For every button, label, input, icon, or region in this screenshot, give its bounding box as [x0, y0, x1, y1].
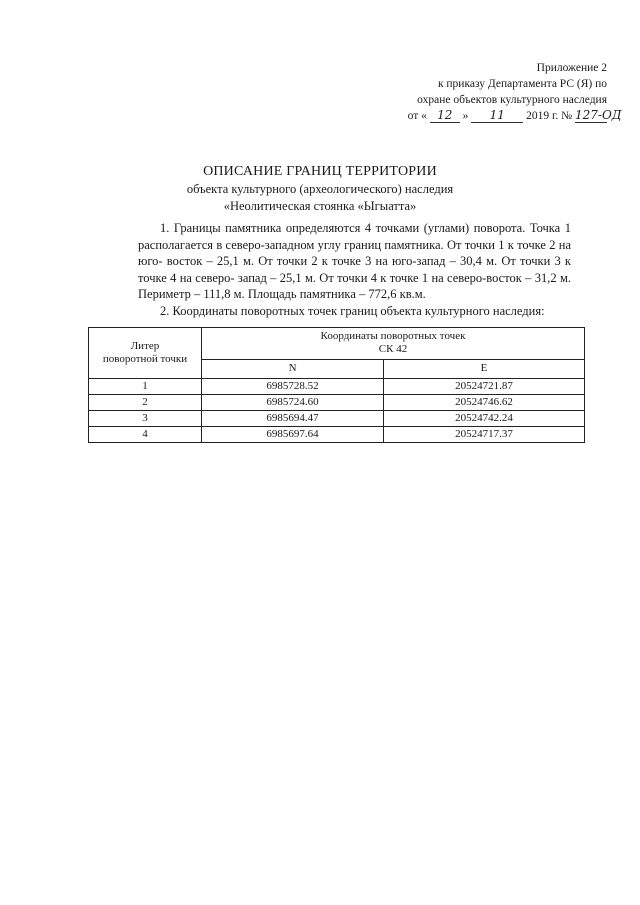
header-coordinates — [202, 328, 585, 360]
order-number-handwritten: 127-ОД — [575, 108, 622, 122]
header-coordinates-line2: СК 42 — [378, 343, 408, 356]
date-mid: » — [462, 110, 469, 122]
document-title — [0, 163, 640, 215]
header-liter-line1: Литер — [130, 340, 160, 352]
coordinate-n: 6985724.60 — [202, 395, 384, 411]
title-object-type: объекта культурного (археологического) наследия — [186, 182, 454, 196]
boundary-description-paragraph: 1. Границы памятника определяются 4 точками (углами) поворота. Точка 1 располагается в северо-западном углу границ памятника. От точки 1 к точке 2 на юго- восток – 25,1 м. От точки 2 к точке 3 на юго-запад – 30,4 м. От точки 3 к точке 4 на северо- запад – 25,1 м. От точки 4 к точке 1 на северо-восток – 31,2 м. Периметр – 111,8 м. Площадь памятника – 772,6 кв.м. — [138, 221, 571, 301]
coordinate-e: 20524721.87 — [384, 379, 585, 395]
table-row — [89, 411, 585, 427]
order-reference-line: к приказу Департамента РС (Я) по — [437, 78, 607, 90]
appendix-label: Приложение 2 — [536, 62, 607, 74]
department-line: охране объектов культурного наследия — [417, 94, 607, 106]
coordinates-intro-paragraph: 2. Координаты поворотных точек границ объекта культурного наследия: — [160, 303, 545, 318]
header-liter — [89, 328, 202, 379]
table-header-row — [89, 328, 585, 360]
date-prefix: от « — [407, 110, 427, 122]
title-main: ОПИСАНИЕ ГРАНИЦ ТЕРРИТОРИИ — [203, 164, 437, 179]
date-month-handwritten: 11 — [471, 109, 523, 123]
title-object-name: «Неолитическая стоянка «Ыгыатта» — [223, 199, 417, 213]
coordinate-e: 20524717.37 — [384, 427, 585, 443]
point-number: 4 — [89, 427, 202, 443]
order-date-line — [347, 108, 622, 124]
point-number: 1 — [89, 379, 202, 395]
table-row — [89, 379, 585, 395]
coordinates-table — [88, 327, 585, 443]
table-row — [89, 427, 585, 443]
header-coordinates-line1: Координаты поворотных точек — [320, 330, 466, 343]
date-day-handwritten: 12 — [430, 109, 460, 123]
point-number: 3 — [89, 411, 202, 427]
table-row — [89, 395, 585, 411]
coordinate-n: 6985728.52 — [202, 379, 384, 395]
coordinate-n: 6985694.47 — [202, 411, 384, 427]
coordinate-e: 20524746.62 — [384, 395, 585, 411]
appendix-header — [347, 60, 622, 124]
body-text — [138, 220, 571, 319]
date-year: 2019 г. № — [526, 110, 573, 122]
header-n: N — [202, 359, 384, 378]
header-e: E — [384, 359, 585, 378]
coordinate-n: 6985697.64 — [202, 427, 384, 443]
point-number: 2 — [89, 395, 202, 411]
header-liter-line2: поворотной точки — [102, 353, 188, 365]
coordinate-e: 20524742.24 — [384, 411, 585, 427]
